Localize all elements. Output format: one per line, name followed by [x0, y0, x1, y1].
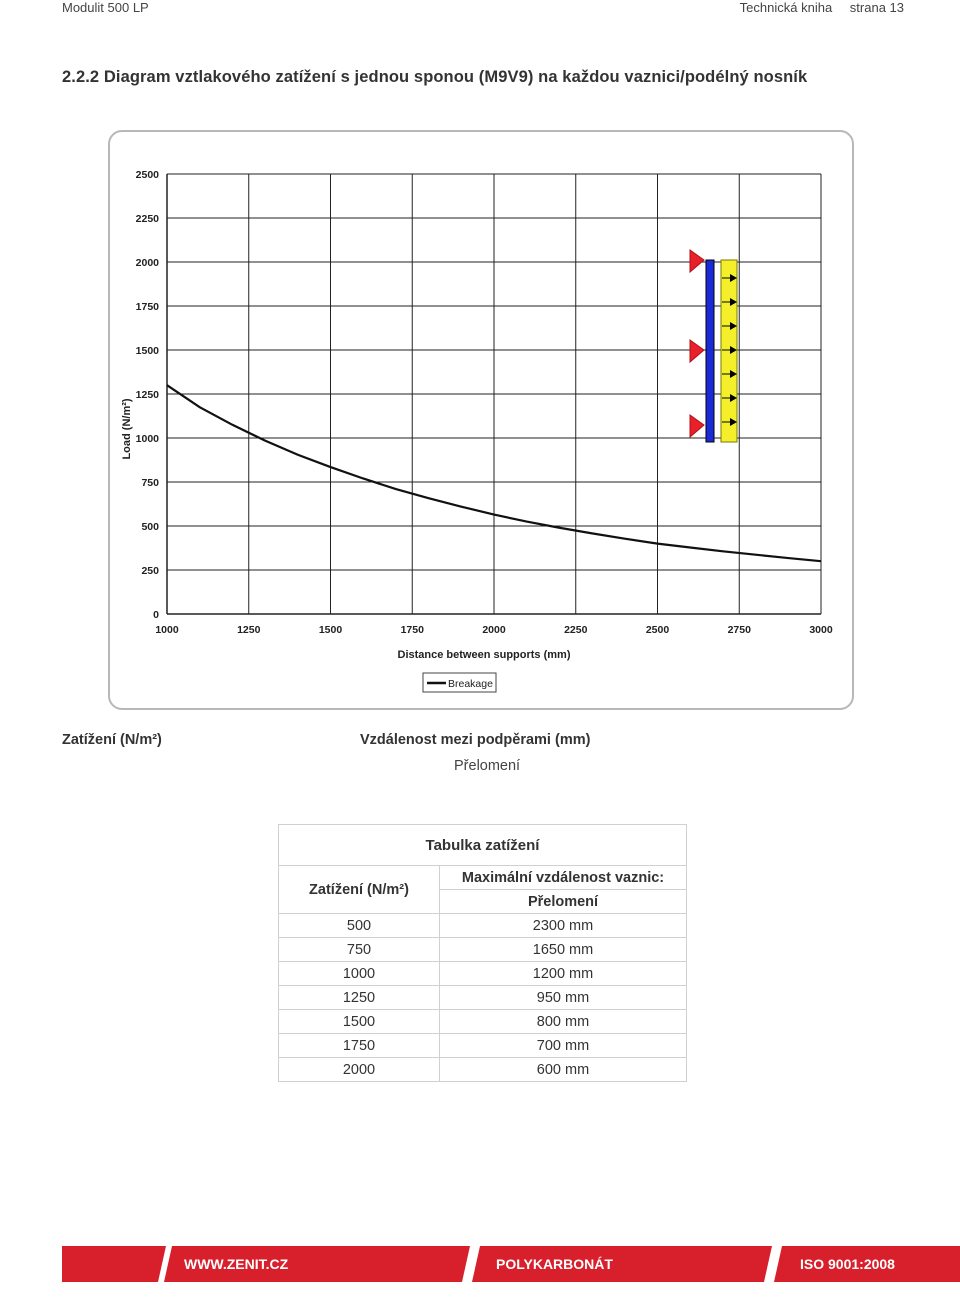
- table-cell-load: 500: [279, 914, 440, 938]
- table-cell-distance: 1650 mm: [440, 938, 687, 962]
- footer-product: POLYKARBONÁT: [496, 1256, 613, 1272]
- load-chart: [110, 132, 856, 712]
- y-tick-label: 2250: [135, 213, 159, 225]
- footer-bar: [0, 1246, 960, 1282]
- legend-label-breakage: Breakage: [448, 678, 493, 690]
- load-table: [278, 824, 687, 1082]
- y-tick-label: 250: [141, 565, 159, 577]
- table-row: [279, 1058, 687, 1082]
- wind-load-arrow-icon: [690, 250, 704, 272]
- table-title: Tabulka zatížení: [279, 825, 687, 866]
- caption-load: Zatížení (N/m²): [62, 732, 162, 748]
- table-cell-load: 1000: [279, 962, 440, 986]
- y-tick-label: 500: [141, 521, 159, 533]
- table-cell-load: 2000: [279, 1058, 440, 1082]
- y-tick-label: 0: [153, 609, 159, 621]
- y-tick-label: 1250: [135, 389, 159, 401]
- table-cell-distance: 600 mm: [440, 1058, 687, 1082]
- x-axis-label: Distance between supports (mm): [397, 649, 571, 661]
- table-col-distance-header: Maximální vzdálenost vaznic:: [440, 866, 687, 890]
- table-cell-distance: 800 mm: [440, 1010, 687, 1034]
- footer-iso: ISO 9001:2008: [800, 1256, 895, 1272]
- table-cell-distance: 1200 mm: [440, 962, 687, 986]
- table-body: [279, 914, 687, 1082]
- header-right: [726, 0, 904, 15]
- x-tick-label: 1250: [237, 624, 261, 636]
- purlin-bar: [706, 260, 714, 442]
- header-product: Modulit 500 LP: [62, 0, 149, 15]
- footer-block-left: [62, 1246, 166, 1282]
- table-row: [279, 1034, 687, 1058]
- x-tick-label: 2250: [564, 624, 588, 636]
- caption-distance: Vzdálenost mezi podpěrami (mm): [360, 732, 591, 748]
- table-col-load-header: Zatížení (N/m²): [279, 866, 440, 914]
- x-tick-label: 1750: [400, 624, 424, 636]
- table-row: [279, 986, 687, 1010]
- table-row: [279, 938, 687, 962]
- y-tick-label: 2000: [135, 257, 159, 269]
- table-cell-load: 1750: [279, 1034, 440, 1058]
- y-tick-label: 2500: [135, 169, 159, 181]
- wind-load-arrow-icon: [690, 415, 704, 437]
- table-cell-load: 1500: [279, 1010, 440, 1034]
- table-col-breakage-header: Přelomení: [440, 890, 687, 914]
- table-cell-load: 750: [279, 938, 440, 962]
- y-tick-label: 1750: [135, 301, 159, 313]
- x-tick-label: 1500: [318, 624, 343, 636]
- y-axis-label: Load (N/m²): [121, 398, 133, 460]
- x-tick-label: 1000: [155, 624, 179, 636]
- table-cell-load: 1250: [279, 986, 440, 1010]
- caption-breakage: Přelomení: [454, 758, 521, 774]
- table-row: [279, 962, 687, 986]
- y-tick-label: 1000: [135, 433, 159, 445]
- chart-frame: [108, 130, 854, 710]
- x-tick-label: 3000: [809, 624, 833, 636]
- footer-website[interactable]: WWW.ZENIT.CZ: [184, 1256, 289, 1272]
- header-book-title: Technická kniha: [739, 0, 833, 15]
- header-page-number: strana 13: [849, 0, 904, 15]
- table-cell-distance: 700 mm: [440, 1034, 687, 1058]
- x-tick-label: 2500: [645, 624, 670, 636]
- table-row: [279, 914, 687, 938]
- table-cell-distance: 2300 mm: [440, 914, 687, 938]
- section-title: 2.2.2 Diagram vztlakového zatížení s jednou sponou (M9V9) na každou vaznici/podélný nosník: [62, 68, 808, 86]
- table-cell-distance: 950 mm: [440, 986, 687, 1010]
- y-tick-label: 1500: [135, 345, 159, 357]
- x-tick-label: 2000: [482, 624, 506, 636]
- y-tick-label: 750: [141, 477, 159, 489]
- table-row: [279, 1010, 687, 1034]
- x-tick-label: 2750: [727, 624, 751, 636]
- wind-load-arrow-icon: [690, 340, 704, 362]
